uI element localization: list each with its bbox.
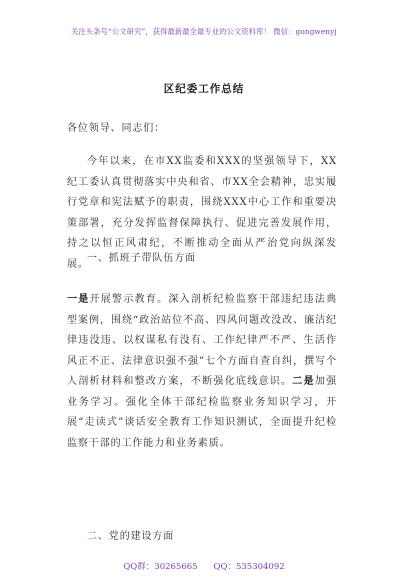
section-1-paragraph — [67, 290, 337, 454]
greeting: 各位领导、同志们： — [67, 123, 166, 134]
section-heading-2: 二、党的建设方面 — [87, 531, 175, 542]
item-text-first: 开展警示教育。深入剖析纪检监察干部违纪违法典型案例，围绕“政治站位不高、四风问题改没改、廉洁纪律违没违、以权谋私有没有、工作纪律严不严、生活作风正不正、法律意识强不强”七个方面自查自纠，撰写个人剖析材料和整改方案，不断强化底线意识。 — [67, 294, 337, 387]
item-label-first: 一是 — [67, 294, 90, 305]
qq-group: QQ群：30265665 — [123, 562, 198, 572]
qq-number: QQ：535304092 — [213, 562, 285, 572]
item-text-second: 加强业务学习。强化全体干部纪检监察业务知识学习，开展“走读式”谈话安全教育工作知识测试，全面提升纪检监察干部的工作能力和业务素质。 — [67, 376, 337, 449]
promo-banner: 关注头条号“公文研究”，获得最新最全最专业的公文资料库！ 微信：gongwenyj — [71, 27, 337, 36]
document-title: 区纪委工作总结 — [163, 83, 245, 95]
footer-contact — [0, 560, 408, 572]
section-heading-1: 一、抓班子带队伍方面 — [87, 253, 196, 264]
intro-paragraph: 今年以来，在市XX监委和XXX的坚强领导下，XX纪工委认真贯彻落实中央和省、市XX全会精神，忠实履行党章和宪法赋予的职责，围绕XXX中心工作和重要决策部署，充分发挥监督保障执行、促进完善发展作用，持之以恒正风肃纪，不断推动全面从严治党向纵深发展。 — [67, 156, 337, 270]
item-label-second: 二是 — [292, 376, 315, 387]
